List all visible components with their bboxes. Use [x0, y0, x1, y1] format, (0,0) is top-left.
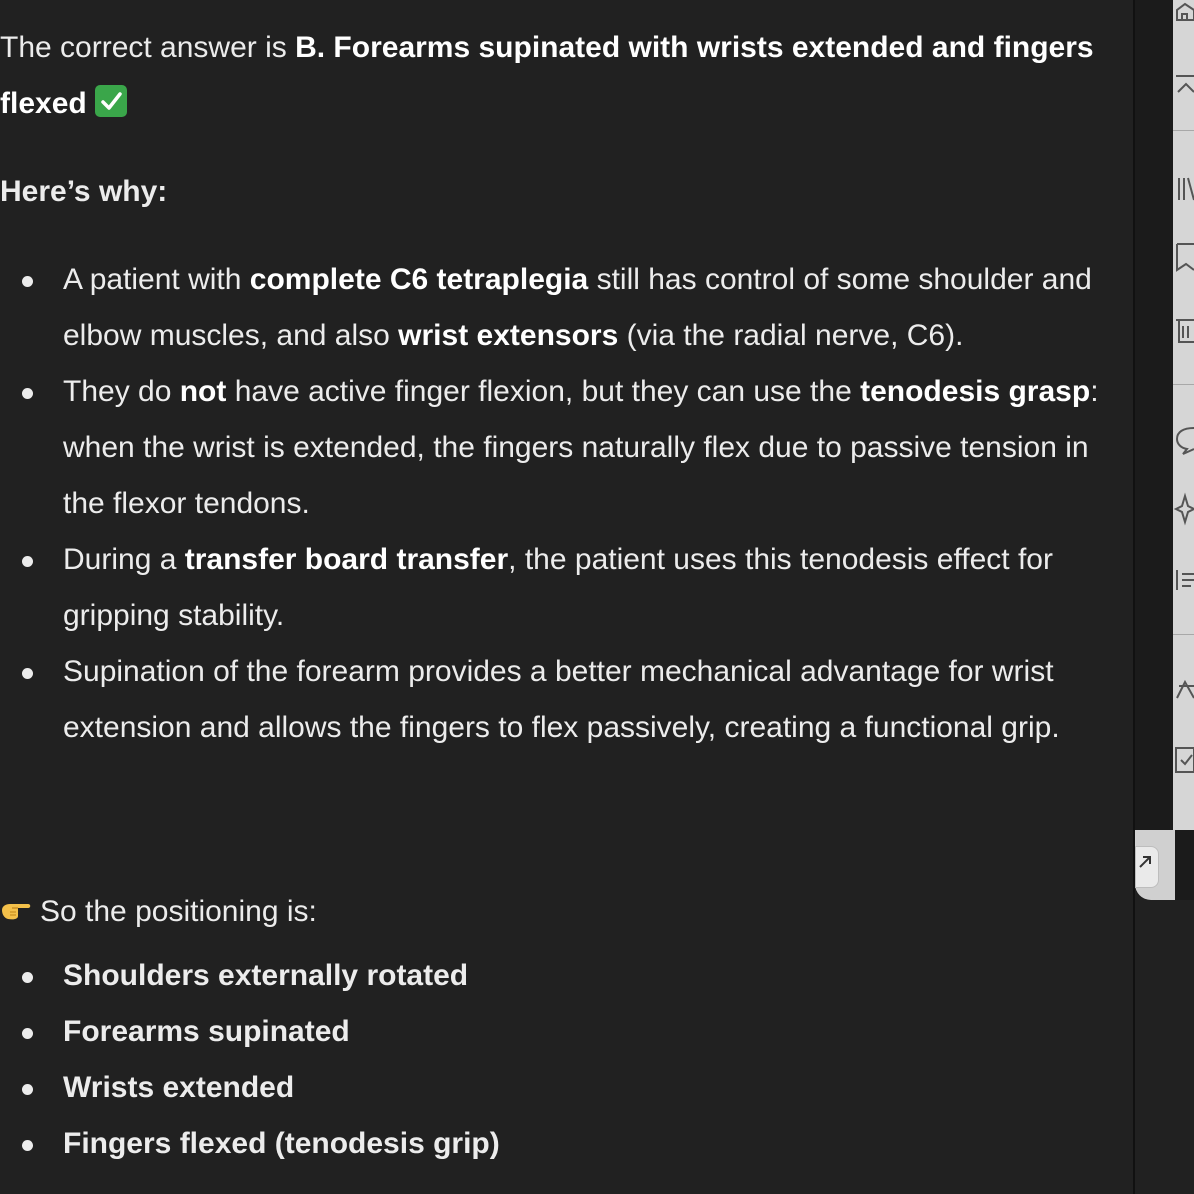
- reasons-list: [0, 252, 1110, 756]
- list-item: A patient with complete C6 tetraplegia still has control of some shoulder and elbow muscles, and also wrist extensors (via the radial nerve, C6).: [0, 252, 1110, 364]
- list-item: Wrists extended: [0, 1060, 500, 1116]
- sparkle-icon[interactable]: [1173, 492, 1194, 526]
- why-heading: Here’s why:: [0, 175, 168, 208]
- home-icon[interactable]: [1173, 0, 1194, 34]
- bullet-icon: [22, 388, 33, 399]
- bullet-icon: [22, 276, 33, 287]
- bullet-icon: [22, 972, 33, 983]
- list-item: Supination of the forearm provides a better mechanical advantage for wrist extension and allows the fingers to flex passively, creating a functional grip.: [0, 644, 1110, 756]
- pointing-hand-icon: [0, 885, 32, 941]
- toolbar-divider: [1173, 384, 1194, 385]
- expand-button[interactable]: [1135, 846, 1159, 888]
- accessibility-icon[interactable]: [1173, 672, 1194, 706]
- answer-choice: B. Forearms supinated with wrists extended and fingers flexed: [0, 31, 1094, 120]
- text-format-icon[interactable]: [1173, 562, 1194, 596]
- trash-icon[interactable]: [1173, 312, 1194, 346]
- bullet-icon: [22, 556, 33, 567]
- bullet-icon: [22, 668, 33, 679]
- toolbar-divider: [1173, 130, 1194, 131]
- side-window: [1135, 0, 1194, 900]
- checklist-icon[interactable]: [1173, 742, 1194, 776]
- comment-icon[interactable]: [1173, 422, 1194, 456]
- collapse-icon[interactable]: [1173, 70, 1194, 104]
- toolbar-divider: [1173, 634, 1194, 635]
- bullet-icon: [22, 1140, 33, 1151]
- expand-arrow-icon: [1138, 855, 1152, 869]
- list-item: Fingers flexed (tenodesis grip): [0, 1116, 500, 1172]
- list-item: During a transfer board transfer, the patient uses this tenodesis effect for gripping stability.: [0, 532, 1110, 644]
- bullet-icon: [22, 1084, 33, 1095]
- list-item: Forearms supinated: [0, 1004, 500, 1060]
- positions-list: [0, 948, 500, 1172]
- list-item: They do not have active finger flexion, but they can use the tenodesis grasp: when the wrist is extended, the fingers naturally flex due to passive tension in the flexor tendons.: [0, 364, 1110, 532]
- bullet-icon: [22, 1028, 33, 1039]
- answer-prefix: The correct answer is: [0, 31, 296, 64]
- library-icon[interactable]: [1173, 172, 1194, 206]
- bookmark-icon[interactable]: [1173, 240, 1194, 274]
- answer-paragraph: [0, 20, 1120, 132]
- list-item: Shoulders externally rotated: [0, 948, 500, 1004]
- check-mark-icon: [95, 85, 127, 117]
- positioning-intro: So the positioning is:: [0, 884, 317, 941]
